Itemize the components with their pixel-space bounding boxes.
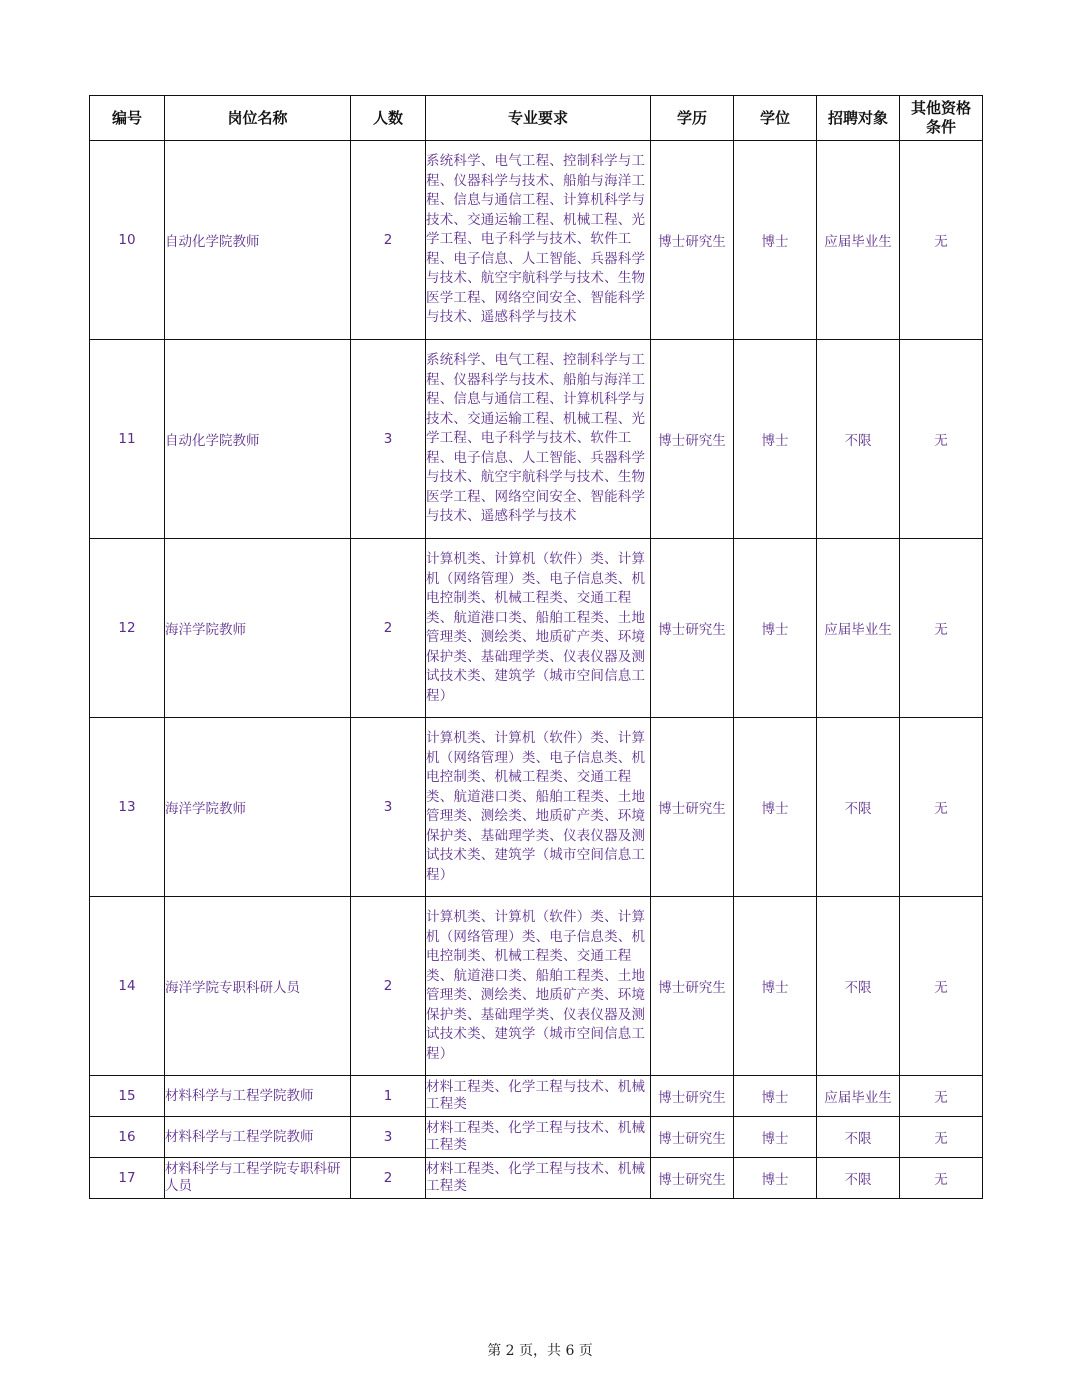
header-major: 专业要求 — [426, 96, 651, 141]
row-degree: 博士 — [734, 897, 817, 1076]
row-major: 材料工程类、化学工程与技术、机械工程类 — [426, 1117, 651, 1158]
table-header-row — [90, 96, 983, 141]
row-position-name: 材料科学与工程学院教师 — [165, 1076, 351, 1117]
row-degree: 博士 — [734, 141, 817, 340]
row-degree: 博士 — [734, 340, 817, 539]
header-id: 编号 — [90, 96, 165, 141]
row-target: 应届毕业生 — [817, 141, 900, 340]
row-major: 计算机类、计算机（软件）类、计算机（网络管理）类、电子信息类、机电控制类、机械工程类、交通工程类、航道港口类、船舶工程类、土地管理类、测绘类、地质矿产类、环境保护类、基础理学类、仪表仪器及测试技术类、建筑学（城市空间信息工程） — [426, 539, 651, 718]
table-row — [90, 718, 983, 897]
row-major: 系统科学、电气工程、控制科学与工程、仪器科学与技术、船舶与海洋工程、信息与通信工程、计算机科学与技术、交通运输工程、机械工程、光学工程、电子科学与技术、软件工程、电子信息、人工智能、兵器科学与技术、航空宇航科学与技术、生物医学工程、网络空间安全、智能科学与技术、遥感科学与技术 — [426, 340, 651, 539]
row-count: 3 — [351, 1117, 426, 1158]
row-count: 2 — [351, 897, 426, 1076]
row-id: 15 — [90, 1076, 165, 1117]
row-education: 博士研究生 — [651, 539, 734, 718]
row-id: 10 — [90, 141, 165, 340]
row-id: 14 — [90, 897, 165, 1076]
row-degree: 博士 — [734, 1117, 817, 1158]
row-other: 无 — [900, 1076, 983, 1117]
table-row — [90, 897, 983, 1076]
row-education: 博士研究生 — [651, 340, 734, 539]
row-other: 无 — [900, 539, 983, 718]
header-education: 学历 — [651, 96, 734, 141]
row-id: 13 — [90, 718, 165, 897]
row-target: 不限 — [817, 897, 900, 1076]
row-count: 2 — [351, 539, 426, 718]
row-degree: 博士 — [734, 718, 817, 897]
row-major: 计算机类、计算机（软件）类、计算机（网络管理）类、电子信息类、机电控制类、机械工程类、交通工程类、航道港口类、船舶工程类、土地管理类、测绘类、地质矿产类、环境保护类、基础理学类、仪表仪器及测试技术类、建筑学（城市空间信息工程） — [426, 897, 651, 1076]
table-row — [90, 340, 983, 539]
table-row — [90, 141, 983, 340]
row-degree: 博士 — [734, 539, 817, 718]
row-target: 不限 — [817, 1158, 900, 1199]
row-education: 博士研究生 — [651, 1158, 734, 1199]
row-education: 博士研究生 — [651, 897, 734, 1076]
row-position-name: 自动化学院教师 — [165, 141, 351, 340]
header-degree: 学位 — [734, 96, 817, 141]
row-count: 1 — [351, 1076, 426, 1117]
row-id: 12 — [90, 539, 165, 718]
row-count: 3 — [351, 340, 426, 539]
row-other: 无 — [900, 1117, 983, 1158]
header-position-name: 岗位名称 — [165, 96, 351, 141]
row-target: 不限 — [817, 1117, 900, 1158]
table-row — [90, 1158, 983, 1199]
row-count: 2 — [351, 141, 426, 340]
row-other: 无 — [900, 1158, 983, 1199]
row-position-name: 海洋学院教师 — [165, 718, 351, 897]
row-major: 计算机类、计算机（软件）类、计算机（网络管理）类、电子信息类、机电控制类、机械工程类、交通工程类、航道港口类、船舶工程类、土地管理类、测绘类、地质矿产类、环境保护类、基础理学类、仪表仪器及测试技术类、建筑学（城市空间信息工程） — [426, 718, 651, 897]
row-target: 应届毕业生 — [817, 539, 900, 718]
row-other: 无 — [900, 340, 983, 539]
row-target: 应届毕业生 — [817, 1076, 900, 1117]
row-id: 11 — [90, 340, 165, 539]
row-position-name: 材料科学与工程学院教师 — [165, 1117, 351, 1158]
row-major: 材料工程类、化学工程与技术、机械工程类 — [426, 1158, 651, 1199]
page-number-footer: 第 2 页，共 6 页 — [487, 1343, 593, 1359]
row-degree: 博士 — [734, 1076, 817, 1117]
row-other: 无 — [900, 141, 983, 340]
table-row — [90, 1076, 983, 1117]
row-target: 不限 — [817, 718, 900, 897]
header-target: 招聘对象 — [817, 96, 900, 141]
row-position-name: 自动化学院教师 — [165, 340, 351, 539]
row-position-name: 海洋学院专职科研人员 — [165, 897, 351, 1076]
row-other: 无 — [900, 897, 983, 1076]
header-count: 人数 — [351, 96, 426, 141]
row-education: 博士研究生 — [651, 1076, 734, 1117]
row-education: 博士研究生 — [651, 718, 734, 897]
row-count: 2 — [351, 1158, 426, 1199]
row-count: 3 — [351, 718, 426, 897]
recruitment-table — [89, 95, 983, 1199]
row-education: 博士研究生 — [651, 141, 734, 340]
row-position-name: 材料科学与工程学院专职科研人员 — [165, 1158, 351, 1199]
row-major: 材料工程类、化学工程与技术、机械工程类 — [426, 1076, 651, 1117]
row-position-name: 海洋学院教师 — [165, 539, 351, 718]
row-major: 系统科学、电气工程、控制科学与工程、仪器科学与技术、船舶与海洋工程、信息与通信工程、计算机科学与技术、交通运输工程、机械工程、光学工程、电子科学与技术、软件工程、电子信息、人工智能、兵器科学与技术、航空宇航科学与技术、生物医学工程、网络空间安全、智能科学与技术、遥感科学与技术 — [426, 141, 651, 340]
row-other: 无 — [900, 718, 983, 897]
row-target: 不限 — [817, 340, 900, 539]
table-row — [90, 539, 983, 718]
row-degree: 博士 — [734, 1158, 817, 1199]
header-other: 其他资格条件 — [900, 96, 983, 141]
row-education: 博士研究生 — [651, 1117, 734, 1158]
row-id: 16 — [90, 1117, 165, 1158]
row-id: 17 — [90, 1158, 165, 1199]
table-row — [90, 1117, 983, 1158]
